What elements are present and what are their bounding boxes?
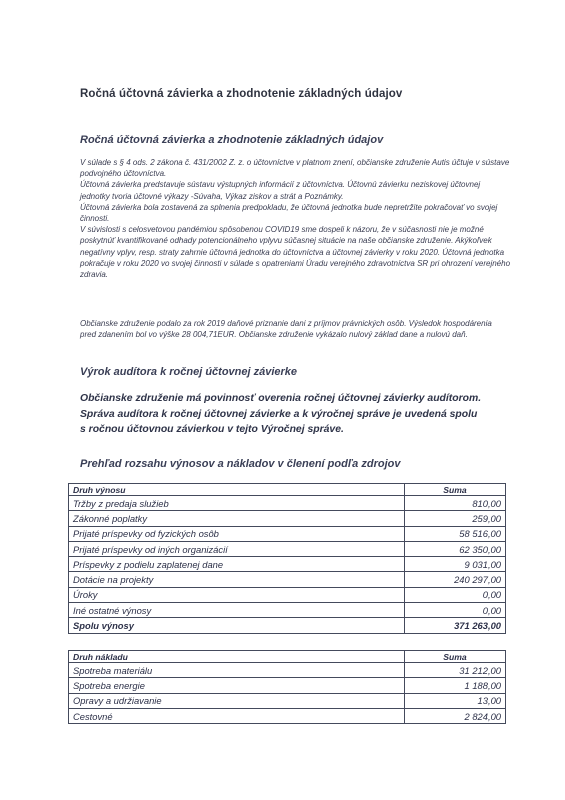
table-row xyxy=(69,541,506,556)
row-label: Cestovné xyxy=(69,708,405,723)
audit-line: s ročnou účtovnou závierkou v tejto Výročnej správe. xyxy=(80,424,344,435)
row-label: Opravy a udržiavanie xyxy=(69,693,405,708)
tax-paragraph xyxy=(80,318,510,340)
table-row xyxy=(69,572,506,587)
section-heading-audit: Výrok audítora k ročnej účtovnej závierke xyxy=(80,366,298,378)
row-label: Iné ostatné výnosy xyxy=(69,603,405,618)
paragraph-accounting-system: V súlade s § 4 ods. 2 zákona č. 431/2002 Z. z. o účtovníctve v platnom znení, občianske združenie Autis účtuje v sústave podvojného účtovníctva. xyxy=(80,158,510,179)
row-value: 1 188,00 xyxy=(405,678,506,693)
row-value: 0,00 xyxy=(405,603,506,618)
row-value: 62 350,00 xyxy=(405,541,506,556)
section-heading-annual-report: Ročná účtovná závierka a zhodnotenie základných údajov xyxy=(80,134,384,146)
row-label: Prijaté príspevky od fyzických osôb xyxy=(69,526,405,541)
audit-line: Občianske združenie má povinnosť overenia ročnej účtovnej závierky audítorom. xyxy=(80,393,482,404)
column-header-type: Druh nákladu xyxy=(69,651,405,663)
table-total-row xyxy=(69,618,506,633)
table-row xyxy=(69,526,506,541)
paragraph-financial-statements: Účtovná závierka predstavuje sústavu výstupných informácií z účtovníctva. Účtovnú závierku neziskovej účtovnej jednotky tvoria účtovné výkazy -Súvaha, Výkaz ziskov a strát a Poznámky. xyxy=(80,180,481,201)
table-row xyxy=(69,693,506,708)
row-value: 31 212,00 xyxy=(405,663,506,678)
row-label: Dotácie na projekty xyxy=(69,572,405,587)
row-value: 13,00 xyxy=(405,693,506,708)
section-heading-overview: Prehľad rozsahu výnosov a nákladov v členení podľa zdrojov xyxy=(80,458,401,470)
paragraph-covid: V súvislosti s celosvetovou pandémiou spôsobenou COVID19 sme dospeli k názoru, že v súčasnosti nie je možné poskytnúť kvantifikované odhady potencionálneho vplyvu súčasnej situácie na naše občianske združenie. Akýkoľvek negatívny vplyv, resp. straty zahrnie účtovná jednotka do účtovníctva a účtovnej závierky v roku 2020. Účtovná jednotka pokračuje v roku 2020 vo svojej činnosti v súlade s opatreniami Úradu verejného zdravotníctva SR pri ohrození verejného zdravia. xyxy=(80,225,511,280)
paragraph-going-concern: Účtovná závierka bola zostavená za splnenia predpokladu, že účtovná jednotka bude nepretržite pokračovať vo svojej činnosti. xyxy=(80,202,498,224)
row-label: Príspevky z podielu zaplatenej dane xyxy=(69,557,405,572)
table-row xyxy=(69,587,506,602)
row-value: 240 297,00 xyxy=(405,572,506,587)
page-title: Ročná účtovná závierka a zhodnotenie základných údajov xyxy=(80,88,403,100)
row-value: 58 516,00 xyxy=(405,526,506,541)
row-label: Prijaté príspevky od iných organizácií xyxy=(69,541,405,556)
table-row xyxy=(69,557,506,572)
table-row xyxy=(69,663,506,678)
table-header-row xyxy=(69,484,506,496)
row-label: Úroky xyxy=(69,587,405,602)
intro-paragraphs xyxy=(80,157,510,280)
table-row xyxy=(69,678,506,693)
audit-line: Správa audítora k ročnej účtovnej závierke a k výročnej správe je uvedená spolu xyxy=(80,408,478,420)
revenue-table xyxy=(68,483,506,634)
row-label: Tržby z predaja služieb xyxy=(69,496,405,511)
row-label: Spotreba energie xyxy=(69,678,405,693)
table-row xyxy=(69,708,506,723)
table-row xyxy=(69,496,506,511)
row-value: 259,00 xyxy=(405,511,506,526)
row-value: 810,00 xyxy=(405,496,506,511)
cost-table xyxy=(68,650,506,724)
row-value: 2 824,00 xyxy=(405,708,506,723)
column-header-type: Druh výnosu xyxy=(69,484,405,496)
total-label: Spolu výnosy xyxy=(69,618,405,633)
total-value: 371 263,00 xyxy=(405,618,506,633)
row-label: Spotreba materiálu xyxy=(69,663,405,678)
column-header-sum: Suma xyxy=(405,651,506,663)
audit-statement xyxy=(80,391,520,438)
row-value: 0,00 xyxy=(405,587,506,602)
table-row xyxy=(69,603,506,618)
paragraph-tax-return: Občianske združenie podalo za rok 2019 daňové priznanie dani z príjmov právnických osôb. Výsledok hospodárenia pred zdanením bol vo výške 28 004,71EUR. Občianske združenie vykázalo nulový základ dane a nulovú daň. xyxy=(80,319,492,340)
row-label: Zákonné poplatky xyxy=(69,511,405,526)
row-value: 9 031,00 xyxy=(405,557,506,572)
table-header-row xyxy=(69,651,506,663)
column-header-sum: Suma xyxy=(405,484,506,496)
table-row xyxy=(69,511,506,526)
